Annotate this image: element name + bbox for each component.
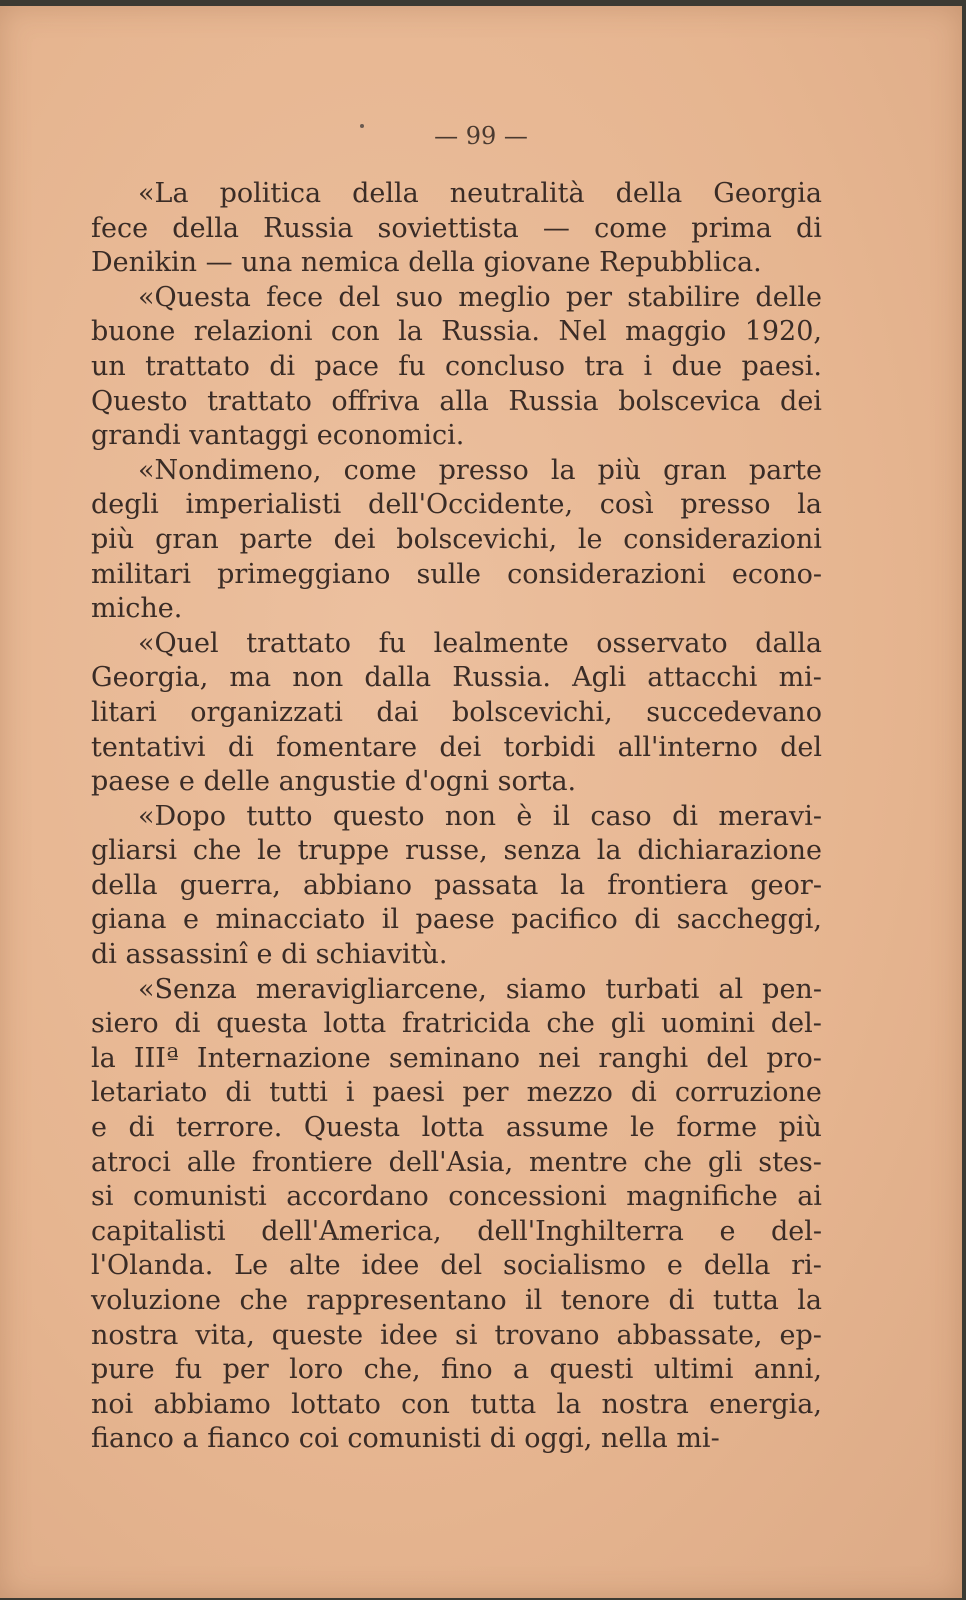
text-line: più gran parte dei bolscevichi, le considerazioni bbox=[91, 523, 822, 555]
text-line: «Dopo tutto questo non è il caso di meravi- bbox=[138, 800, 822, 832]
text-line: si comunisti accordano concessioni magnifiche ai bbox=[91, 1181, 822, 1213]
text-line: Denikin — una nemica della giovane Repubblica. bbox=[91, 247, 762, 279]
text-line: di assassinî e di schiavitù. bbox=[91, 939, 448, 971]
text-line: «Nondimeno, come presso la più gran parte bbox=[138, 454, 822, 486]
body-text bbox=[91, 177, 822, 1457]
text-line: voluzione che rappresentano il tenore di tutta la bbox=[91, 1285, 822, 1316]
text-line: pure fu per loro che, fino a questi ultimi anni, bbox=[91, 1354, 822, 1386]
text-line: la IIIª Internazione seminano nei ranghi del pro- bbox=[91, 1042, 822, 1074]
text-line: noi abbiamo lottato con tutta la nostra energia, bbox=[91, 1388, 822, 1420]
text-line: letariato di tutti i paesi per mezzo di corruzione bbox=[91, 1077, 822, 1109]
text-line: «Questa fece del suo meglio per stabilire delle bbox=[138, 281, 822, 313]
text-line: «Senza meravigliarcene, siamo turbati al pen- bbox=[138, 973, 822, 1005]
text-line: l'Olanda. Le alte idee del socialismo e della ri- bbox=[91, 1250, 822, 1282]
text-line: giana e minacciato il paese pacifico di saccheggi, bbox=[91, 904, 822, 936]
text-line: «La politica della neutralità della Georgia bbox=[138, 178, 822, 209]
text-line: buone relazioni con la Russia. Nel maggio 1920, bbox=[91, 316, 822, 348]
text-line: della guerra, abbiano passata la frontiera geor- bbox=[91, 869, 822, 901]
text-line: Georgia, ma non dalla Russia. Agli attacchi mi- bbox=[91, 662, 822, 694]
text-line: litari organizzati dai bolscevichi, succedevano bbox=[91, 696, 822, 728]
text-line: fianco a fianco coi comunisti di oggi, nella mi- bbox=[91, 1423, 720, 1455]
text-line: Questo trattato offriva alla Russia bolscevica dei bbox=[91, 385, 822, 417]
text-line: degli imperialisti dell'Occidente, così presso la bbox=[91, 489, 822, 521]
text-line: grandi vantaggi economici. bbox=[91, 420, 465, 452]
text-line: tentativi di fomentare dei torbidi all'interno del bbox=[91, 731, 822, 763]
text-line: paese e delle angustie d'ogni sorta. bbox=[91, 766, 577, 798]
text-line: siero di questa lotta fratricida che gli uomini del- bbox=[91, 1008, 822, 1040]
text-line: miche. bbox=[91, 593, 183, 625]
text-line: atroci alle frontiere dell'Asia, mentre che gli stes- bbox=[91, 1146, 822, 1178]
text-line: gliarsi che le truppe russe, senza la dichiarazione bbox=[91, 835, 822, 867]
text-line: «Quel trattato fu lealmente osservato dalla bbox=[138, 627, 822, 659]
text-line: nostra vita, queste idee si trovano abbassate, ep- bbox=[91, 1319, 822, 1351]
text-line: e di terrore. Questa lotta assume le forme più bbox=[91, 1112, 822, 1144]
book-page bbox=[0, 6, 962, 1598]
text-line: capitalisti dell'America, dell'Inghilterra e del- bbox=[91, 1215, 822, 1247]
text-line: un trattato di pace fu concluso tra i due paesi. bbox=[91, 350, 822, 382]
text-line: militari primeggiano sulle considerazioni econo- bbox=[91, 558, 822, 590]
text-line: fece della Russia soviettista — come prima di bbox=[91, 212, 822, 244]
page-number: — 99 — bbox=[434, 122, 528, 150]
